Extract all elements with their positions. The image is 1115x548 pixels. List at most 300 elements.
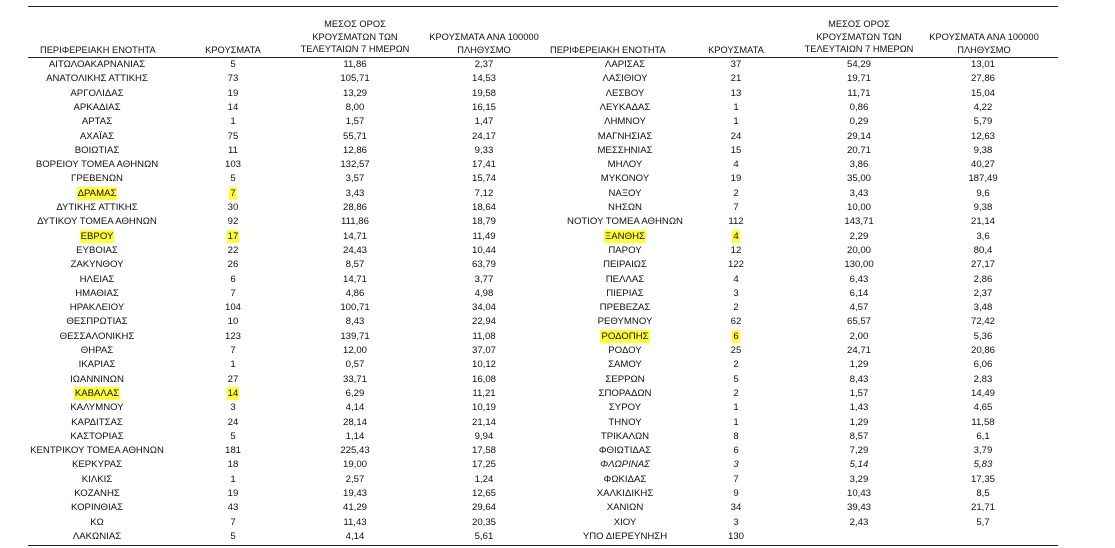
- left-avg-cell: [295, 115, 415, 129]
- header-avg-line1: ΜΕΣΟΣ ΟΡΟΣ: [324, 19, 386, 29]
- right-name-value: ΤΡΙΚΑΛΩΝ: [600, 430, 650, 442]
- left-region-name-cell: [22, 387, 172, 401]
- right-rate-value: 11,58: [971, 416, 995, 428]
- header-avg-line2: ΚΡΟΥΣΜΑΤΩΝ ΤΩΝ: [312, 31, 398, 42]
- left-avg-value: 4,86: [345, 287, 365, 299]
- left-region-name-cell: [22, 101, 172, 115]
- left-avg-value: 1,57: [345, 116, 365, 128]
- right-rate-value: 3,6: [976, 230, 990, 242]
- left-region-name-cell: [22, 187, 172, 201]
- left-avg-cell: [295, 158, 415, 172]
- right-avg-cell: [796, 301, 922, 315]
- right-avg-cell: [796, 530, 922, 544]
- left-avg-value: 111,86: [341, 216, 369, 228]
- left-region-name-cell: [22, 72, 172, 86]
- left-avg-value: 12,00: [342, 345, 367, 356]
- left-name-value: ΚΑΛΥΜΝΟΥ: [70, 402, 124, 414]
- left-region-name-cell: [22, 458, 172, 472]
- left-cases-value: 19: [227, 488, 239, 499]
- header-region-right: ΠΕΡΙΦΕΡΕΙΑΚΗ ΕΝΟΤΗΤΑ: [550, 45, 666, 55]
- right-rate-value: 20,86: [970, 345, 995, 356]
- right-rate-value: 5,36: [973, 330, 993, 342]
- left-rate-cell: [420, 487, 548, 501]
- left-name-value: ΑΙΤΩΛΟΑΚΑΡΝΑΝΙΑΣ: [48, 59, 146, 70]
- left-rate-cell: [420, 501, 548, 515]
- left-rate-cell: [420, 530, 548, 544]
- right-rate-value: 40,27: [970, 159, 995, 171]
- right-avg-value: 0,29: [849, 116, 869, 128]
- right-region-name-cell: [540, 101, 710, 115]
- left-cases-cell: [201, 401, 265, 415]
- table-row: [0, 258, 1115, 272]
- right-rate-cell: [920, 344, 1046, 358]
- right-cases-cell: [704, 530, 768, 544]
- table-row: [0, 115, 1115, 129]
- right-avg-value: 24,71: [846, 345, 871, 356]
- right-cases-cell: [704, 144, 768, 158]
- right-cases-value: 2: [733, 387, 739, 399]
- table-row: [0, 315, 1115, 329]
- left-rate-value: 7,12: [474, 187, 494, 199]
- left-region-name-cell: [22, 215, 172, 229]
- left-region-name-cell: [22, 144, 172, 158]
- left-rate-value: 18,79: [471, 216, 496, 228]
- right-rate-cell: [920, 287, 1046, 301]
- left-cases-value: 75: [227, 130, 239, 142]
- right-avg-cell: [796, 130, 922, 144]
- left-cases-value: 1: [230, 116, 236, 128]
- left-cases-value: 5: [230, 430, 236, 442]
- left-cases-value: 17: [227, 230, 239, 242]
- left-rate-cell: [420, 516, 548, 530]
- left-cases-cell: [201, 344, 265, 358]
- left-cases-value: 27: [227, 373, 239, 385]
- left-avg-value: 100,71: [340, 302, 370, 314]
- left-avg-cell: [295, 430, 415, 444]
- right-avg-value: 143,71: [844, 216, 874, 228]
- left-avg-value: 28,14: [342, 416, 367, 428]
- left-rate-cell: [420, 287, 548, 301]
- right-rate-cell: [920, 72, 1046, 86]
- right-cases-value: 7: [733, 202, 739, 213]
- header-rate-right: [918, 31, 1050, 56]
- left-region-name-cell: [22, 473, 172, 487]
- right-rate-value: 5,7: [976, 516, 990, 528]
- left-name-value: ΘΕΣΣΑΛΟΝΙΚΗΣ: [59, 330, 135, 342]
- left-rate-cell: [420, 101, 548, 115]
- right-cases-cell: [704, 187, 768, 201]
- header-rate-line2: ΠΛΗΘΥΣΜΟ: [457, 44, 511, 55]
- right-avg-cell: [796, 401, 922, 415]
- right-cases-value: 8: [733, 430, 739, 442]
- left-name-value: ΙΚΑΡΙΑΣ: [78, 359, 116, 371]
- right-name-value: ΝΑΞΟΥ: [608, 187, 642, 199]
- right-cases-value: 2: [733, 187, 739, 199]
- left-rate-value: 17,41: [471, 159, 496, 171]
- left-rate-cell: [420, 158, 548, 172]
- left-cases-value: 30: [227, 202, 239, 213]
- right-rate-cell: [920, 201, 1046, 215]
- table-row: [0, 487, 1115, 501]
- header-cases-left: ΚΡΟΥΣΜΑΤΑ: [205, 45, 261, 55]
- right-region-name-cell: [540, 430, 710, 444]
- right-rate-cell: [920, 301, 1046, 315]
- right-rate-cell: [920, 430, 1046, 444]
- right-region-name-cell: [540, 130, 710, 144]
- right-name-value: ΜΕΣΣΗΝΙΑΣ: [597, 144, 653, 156]
- right-cases-cell: [704, 458, 768, 472]
- left-cases-cell: [201, 158, 265, 172]
- right-cases-cell: [704, 501, 768, 515]
- left-rate-cell: [420, 273, 548, 287]
- right-cases-value: 34: [730, 502, 742, 514]
- right-avg-value: 8,57: [849, 430, 869, 442]
- table-row: [0, 244, 1115, 258]
- left-region-name-cell: [22, 115, 172, 129]
- left-name-value: ΗΡΑΚΛΕΙΟΥ: [69, 302, 125, 314]
- left-avg-value: 13,29: [342, 87, 367, 99]
- left-avg-value: 4,14: [345, 402, 365, 414]
- right-avg-cell: [796, 501, 922, 515]
- left-name-value: ΚΟΡΙΝΘΙΑΣ: [70, 502, 124, 514]
- left-rate-value: 16,08: [471, 373, 496, 385]
- right-region-name-cell: [540, 530, 710, 544]
- right-cases-value: 12: [730, 244, 742, 256]
- right-rate-value: 27,17: [970, 259, 995, 271]
- table-row: [0, 101, 1115, 115]
- left-rate-value: 11,08: [472, 330, 496, 342]
- left-cases-cell: [201, 301, 265, 315]
- right-avg-cell: [796, 201, 922, 215]
- right-avg-value: 6,43: [849, 273, 869, 285]
- right-rate-value: 27,86: [970, 73, 995, 85]
- left-name-value: ΑΡΤΑΣ: [81, 116, 113, 128]
- left-rate-cell: [420, 144, 548, 158]
- left-avg-value: 3,43: [345, 187, 365, 199]
- header-cases-right: ΚΡΟΥΣΜΑΤΑ: [708, 45, 764, 55]
- left-cases-value: 10: [227, 316, 239, 328]
- right-avg-value: 4,57: [849, 302, 869, 314]
- left-rate-value: 19,58: [471, 87, 496, 99]
- right-name-value: ΧΑΝΙΩΝ: [606, 502, 644, 514]
- left-name-value: ΔΡΑΜΑΣ: [77, 187, 117, 199]
- left-rate-value: 29,64: [471, 502, 496, 514]
- right-cases-value: 3: [733, 516, 739, 528]
- right-avg-value: 1,29: [849, 359, 869, 371]
- right-name-value: ΠΙΕΡΙΑΣ: [606, 287, 644, 299]
- right-rate-cell: [920, 387, 1046, 401]
- right-name-value: ΠΡΕΒΕΖΑΣ: [599, 302, 651, 314]
- right-rate-value: 9,38: [973, 202, 993, 213]
- left-rate-cell: [420, 58, 548, 72]
- left-cases-cell: [201, 315, 265, 329]
- left-region-name-cell: [22, 430, 172, 444]
- left-avg-value: 24,43: [342, 244, 367, 256]
- right-rate-cell: [920, 215, 1046, 229]
- left-avg-value: 28,86: [342, 202, 367, 213]
- right-rate-cell: [920, 501, 1046, 515]
- left-cases-cell: [201, 273, 265, 287]
- right-rate-cell: [920, 172, 1046, 186]
- left-region-name-cell: [22, 287, 172, 301]
- right-avg-cell: [796, 516, 922, 530]
- left-region-name-cell: [22, 330, 172, 344]
- header-rate-line1: ΚΡΟΥΣΜΑΤΑ ΑΝΑ 100000: [929, 32, 1039, 42]
- left-region-name-cell: [22, 530, 172, 544]
- right-region-name-cell: [540, 58, 710, 72]
- right-avg-value: 3,29: [849, 473, 869, 485]
- left-name-value: ΒΟΙΩΤΙΑΣ: [74, 144, 120, 156]
- table-row: [0, 401, 1115, 415]
- left-avg-cell: [295, 315, 415, 329]
- right-rate-cell: [920, 230, 1046, 244]
- table-row: [0, 158, 1115, 172]
- right-region-name-cell: [540, 172, 710, 186]
- left-cases-cell: [201, 501, 265, 515]
- left-cases-value: 18: [227, 459, 239, 471]
- left-rate-cell: [420, 87, 548, 101]
- left-rate-value: 9,33: [474, 144, 494, 156]
- right-region-name-cell: [540, 473, 710, 487]
- right-avg-value: 11,71: [847, 87, 871, 99]
- left-name-value: ΚΑΣΤΟΡΙΑΣ: [70, 430, 124, 442]
- left-region-name-cell: [22, 416, 172, 430]
- table-row: [0, 473, 1115, 487]
- left-cases-cell: [201, 430, 265, 444]
- left-cases-cell: [201, 473, 265, 487]
- left-rate-cell: [420, 115, 548, 129]
- left-avg-cell: [295, 516, 415, 530]
- left-avg-value: 14,71: [342, 230, 367, 242]
- left-rate-value: 24,17: [471, 130, 496, 142]
- right-name-value: ΡΕΘΥΜΝΟΥ: [597, 316, 653, 328]
- left-avg-value: 8,43: [345, 316, 365, 328]
- right-name-value: ΧΑΛΚΙΔΙΚΗΣ: [596, 488, 654, 499]
- right-rate-cell: [920, 58, 1046, 72]
- left-rate-value: 18,64: [471, 202, 496, 213]
- table-row: [0, 87, 1115, 101]
- table-row: [0, 330, 1115, 344]
- left-avg-cell: [295, 301, 415, 315]
- right-rate-value: 14,49: [970, 387, 995, 399]
- right-avg-cell: [796, 430, 922, 444]
- left-rate-value: 16,15: [471, 101, 496, 113]
- left-rate-cell: [420, 230, 548, 244]
- left-cases-cell: [201, 172, 265, 186]
- right-avg-cell: [796, 273, 922, 287]
- left-avg-value: 33,71: [342, 373, 367, 385]
- left-avg-value: 19,00: [342, 459, 367, 471]
- right-cases-value: 3: [733, 459, 739, 471]
- table-row: [0, 301, 1115, 315]
- right-rate-cell: [920, 244, 1046, 258]
- right-name-value: ΛΕΥΚΑΔΑΣ: [599, 101, 651, 113]
- left-cases-value: 14: [227, 101, 239, 113]
- right-name-value: ΠΕΙΡΑΙΩΣ: [603, 259, 647, 271]
- left-region-name-cell: [22, 301, 172, 315]
- right-avg-cell: [796, 315, 922, 329]
- left-rate-cell: [420, 358, 548, 372]
- left-region-name-cell: [22, 401, 172, 415]
- left-avg-value: 2,57: [345, 473, 365, 485]
- left-rate-value: 2,37: [474, 59, 494, 70]
- left-avg-cell: [295, 487, 415, 501]
- left-avg-cell: [295, 87, 415, 101]
- right-avg-value: 2,29: [849, 230, 869, 242]
- table-row: [0, 458, 1115, 472]
- left-cases-cell: [201, 130, 265, 144]
- left-cases-value: 1: [230, 359, 236, 371]
- table-row: [0, 530, 1115, 544]
- right-cases-cell: [704, 315, 768, 329]
- left-rate-cell: [420, 130, 548, 144]
- left-cases-value: 104: [224, 302, 241, 314]
- right-name-value: ΦΛΩΡΙΝΑΣ: [600, 459, 650, 471]
- right-avg-value: 10,00: [846, 202, 871, 213]
- header-avg-line3: ΤΕΛΕΥΤΑΙΩΝ 7 ΗΜΕΡΩΝ: [300, 44, 410, 54]
- right-cases-cell: [704, 516, 768, 530]
- left-rate-cell: [420, 387, 548, 401]
- right-cases-value: 37: [730, 59, 742, 70]
- right-cases-value: 9: [733, 488, 739, 499]
- right-cases-cell: [704, 273, 768, 287]
- right-rate-cell: [920, 273, 1046, 287]
- right-cases-value: 130: [727, 530, 744, 542]
- right-cases-value: 112: [728, 216, 744, 228]
- left-rate-value: 15,74: [471, 173, 496, 185]
- left-avg-cell: [295, 273, 415, 287]
- left-cases-value: 5: [230, 59, 236, 70]
- left-name-value: ΑΝΑΤΟΛΙΚΗΣ ΑΤΤΙΚΗΣ: [46, 73, 148, 85]
- right-cases-cell: [704, 87, 768, 101]
- right-name-value: ΣΥΡΟΥ: [608, 402, 642, 414]
- right-name-value: ΜΥΚΟΝΟΥ: [600, 173, 650, 185]
- left-region-name-cell: [22, 344, 172, 358]
- left-avg-value: 225,43: [340, 445, 370, 457]
- left-region-name-cell: [22, 158, 172, 172]
- table-row: [0, 172, 1115, 186]
- left-cases-cell: [201, 87, 265, 101]
- right-cases-value: 122: [727, 259, 744, 271]
- table-row: [0, 516, 1115, 530]
- left-cases-value: 123: [224, 330, 241, 342]
- left-avg-cell: [295, 373, 415, 387]
- right-rate-value: 4,65: [973, 402, 993, 414]
- left-rate-value: 17,58: [471, 445, 496, 457]
- right-cases-cell: [704, 358, 768, 372]
- right-avg-cell: [796, 144, 922, 158]
- left-name-value: ΖΑΚΥΝΘΟΥ: [70, 259, 124, 271]
- header-avg-right: [794, 18, 924, 56]
- right-avg-cell: [796, 87, 922, 101]
- right-avg-cell: [796, 115, 922, 129]
- right-region-name-cell: [540, 158, 710, 172]
- right-cases-cell: [704, 158, 768, 172]
- left-cases-cell: [201, 358, 265, 372]
- left-avg-cell: [295, 458, 415, 472]
- right-cases-cell: [704, 72, 768, 86]
- left-rate-value: 9,94: [474, 430, 494, 442]
- right-avg-cell: [796, 287, 922, 301]
- left-cases-cell: [201, 416, 265, 430]
- right-avg-value: 65,57: [846, 316, 871, 328]
- left-avg-value: 132,57: [340, 159, 370, 171]
- left-avg-value: 19,43: [342, 488, 367, 499]
- right-region-name-cell: [540, 87, 710, 101]
- right-rate-value: 13,01: [970, 59, 995, 70]
- left-cases-value: 11: [228, 144, 238, 156]
- right-cases-value: 25: [730, 345, 742, 356]
- left-cases-cell: [201, 330, 265, 344]
- right-avg-value: 29,14: [846, 130, 871, 142]
- left-cases-cell: [201, 530, 265, 544]
- right-cases-value: 1: [733, 402, 739, 414]
- right-region-name-cell: [540, 344, 710, 358]
- left-cases-cell: [201, 258, 265, 272]
- right-rate-cell: [920, 258, 1046, 272]
- right-avg-cell: [796, 158, 922, 172]
- table-top-border: [28, 6, 1058, 7]
- left-avg-value: 14,71: [342, 273, 367, 285]
- right-region-name-cell: [540, 287, 710, 301]
- right-cases-cell: [704, 287, 768, 301]
- right-region-name-cell: [540, 401, 710, 415]
- left-avg-cell: [295, 330, 415, 344]
- right-cases-value: 1: [733, 416, 739, 428]
- left-rate-value: 1,24: [474, 473, 494, 485]
- left-cases-value: 7: [230, 287, 236, 299]
- left-name-value: ΚΙΛΚΙΣ: [81, 473, 113, 485]
- table-row: [0, 373, 1115, 387]
- right-cases-value: 2: [733, 302, 739, 314]
- left-avg-cell: [295, 244, 415, 258]
- right-name-value: ΛΗΜΝΟΥ: [604, 116, 646, 128]
- right-cases-cell: [704, 330, 768, 344]
- left-rate-cell: [420, 458, 548, 472]
- right-avg-value: 3,43: [849, 187, 869, 199]
- left-name-value: ΗΛΕΙΑΣ: [79, 273, 115, 285]
- right-rate-value: 2,83: [973, 373, 993, 385]
- right-region-name-cell: [540, 72, 710, 86]
- right-region-name-cell: [540, 273, 710, 287]
- left-cases-value: 5: [230, 530, 236, 542]
- left-rate-value: 34,04: [471, 302, 496, 314]
- right-cases-value: 6: [733, 445, 739, 457]
- right-rate-value: 17,35: [970, 473, 995, 485]
- left-cases-value: 24: [227, 416, 239, 428]
- left-region-name-cell: [22, 130, 172, 144]
- left-rate-value: 11,21: [472, 387, 496, 399]
- right-cases-cell: [704, 401, 768, 415]
- left-rate-cell: [420, 473, 548, 487]
- left-avg-value: 105,71: [340, 73, 370, 85]
- left-rate-value: 5,61: [474, 530, 494, 542]
- left-avg-cell: [295, 358, 415, 372]
- right-rate-cell: [920, 187, 1046, 201]
- right-rate-value: 8,5: [976, 488, 990, 499]
- header-avg-line3: ΤΕΛΕΥΤΑΙΩΝ 7 ΗΜΕΡΩΝ: [804, 44, 914, 54]
- right-region-name-cell: [540, 201, 710, 215]
- header-rate-left: [418, 31, 550, 56]
- right-rate-value: 3,48: [973, 302, 993, 314]
- right-name-value: ΛΑΣΙΘΙΟΥ: [602, 73, 648, 85]
- header-avg-line2: ΚΡΟΥΣΜΑΤΩΝ ΤΩΝ: [816, 31, 902, 42]
- right-cases-value: 6: [733, 330, 739, 342]
- right-cases-value: 15: [730, 144, 742, 156]
- left-avg-cell: [295, 230, 415, 244]
- right-region-name-cell: [540, 258, 710, 272]
- right-name-value: ΞΑΝΘΗΣ: [605, 230, 645, 242]
